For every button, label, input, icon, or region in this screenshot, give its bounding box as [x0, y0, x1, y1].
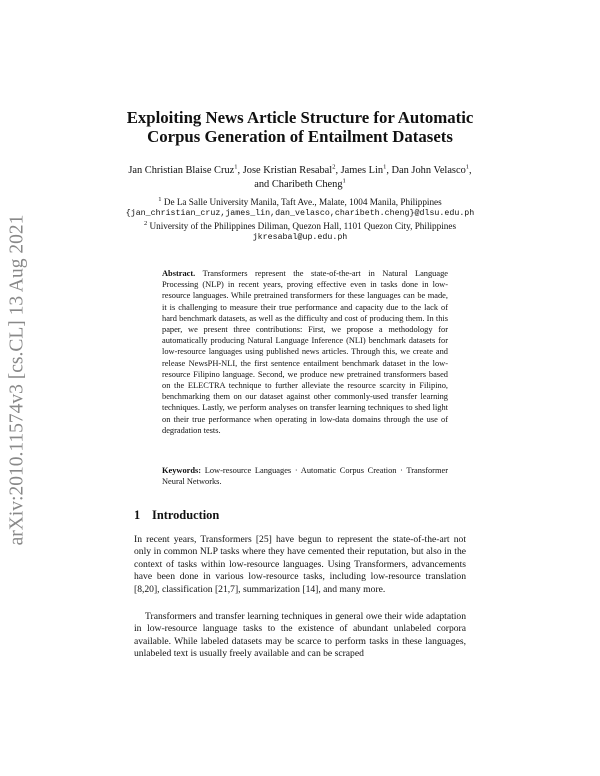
- arxiv-stamp: [4, 200, 30, 560]
- author-affiliation-mark: 1: [465, 163, 470, 171]
- affiliations: [90, 196, 510, 244]
- affiliation-number: 2: [143, 219, 148, 227]
- author-affiliation-mark: 1: [342, 177, 346, 185]
- author: Dan John Velasco: [391, 165, 466, 176]
- abstract: [162, 268, 448, 436]
- author-affiliation-mark: 1: [383, 163, 387, 171]
- affiliation-name: University of the Philippines Diliman, Quezon Hall, 1101 Quezon City, Philippines: [149, 221, 457, 231]
- affiliation: [90, 196, 510, 208]
- author-affiliation-mark: 1: [234, 163, 238, 171]
- abstract-text: Transformers represent the state-of-the-art in Natural Language Processing (NLP) in recent years, proving effective even in tasks done in low-resource languages. While pretrained transformers for these languages can be made, it is challenging to measure their true performance and capacity due to the lack of hard benchmark datasets, as well as the difficulty and cost of producing them. In this paper, we present three contributions: First, we propose a methodology for automatically producing Natural Language Inference (NLI) benchmark datasets for low-resource languages using published news articles. Through this, we create and release NewsPH-NLI, the first sentence entailment benchmark dataset in the low-resource Filipino language. Second, we produce new pretrained transformers based on the ELECTRA technique to further alleviate the resource scarcity in Filipino, benchmarking them on our dataset against other commonly-used transfer learning techniques. Lastly, we perform analyses on transfer learning techniques to shed light on their true performance when operating in low-data domains through the use of degradation tests.: [162, 269, 448, 435]
- section-number: 1: [134, 508, 141, 522]
- author: Jan Christian Blaise Cruz: [128, 165, 235, 176]
- author: Charibeth Cheng: [271, 178, 343, 190]
- author: James Lin: [340, 165, 384, 176]
- author-list: Jan Christian Blaise Cruz$^1$, Jose Kristian Resabal$^2$, James Lin$^1$, Dan John Velasco$^1$, and Charibeth Cheng$^1$: [128, 163, 472, 190]
- arxiv-id: arXiv:2010.11574v3 [cs.CL] 13 Aug 2021: [6, 214, 27, 546]
- affiliation-name: De La Salle University Manila, Taft Ave., Malate, 1004 Manila, Philippines: [163, 197, 442, 207]
- affiliation-email: {jan_christian_cruz,james_lin,dan_velasco,charibeth.cheng}@dlsu.edu.ph: [125, 209, 475, 218]
- affiliation-email: jkresabal@up.edu.ph: [252, 233, 348, 242]
- keywords-text: Low-resource Languages · Automatic Corpus Creation · Transformer Neural Networks.: [162, 466, 448, 487]
- paper-title: Exploiting News Article Structure for Automatic Corpus Generation of Entailment Datasets: [126, 108, 474, 146]
- author-affiliation-mark: 2: [332, 163, 336, 171]
- keywords: [162, 465, 448, 487]
- abstract-label: Abstract.: [162, 269, 196, 278]
- body-paragraph: In recent years, Transformers [25] have begun to represent the state-of-the-art not only in common NLP tasks where they have cemented their reputation, but also in the context of tasks within low-resource languages. Using Transformers, advancements have been done in various low-resource tasks, including low-resource translation [8,20], classification [21,7], summarization [14], and many more.: [134, 534, 466, 595]
- keywords-label: Keywords:: [162, 466, 202, 475]
- section-heading: [134, 508, 219, 523]
- body-paragraph: Transformers and transfer learning techniques in general owe their wide adaptation in low-resource language tasks to the existence of abundant unlabeled corpora available. While labeled datasets may be scarce to perform tasks in these languages, unlabeled text is usually freely available and can be scraped: [134, 611, 466, 660]
- section-title: Introduction: [152, 508, 220, 522]
- affiliation-number: 1: [158, 195, 162, 203]
- author: Jose Kristian Resabal: [242, 165, 333, 176]
- affiliation: [90, 220, 510, 232]
